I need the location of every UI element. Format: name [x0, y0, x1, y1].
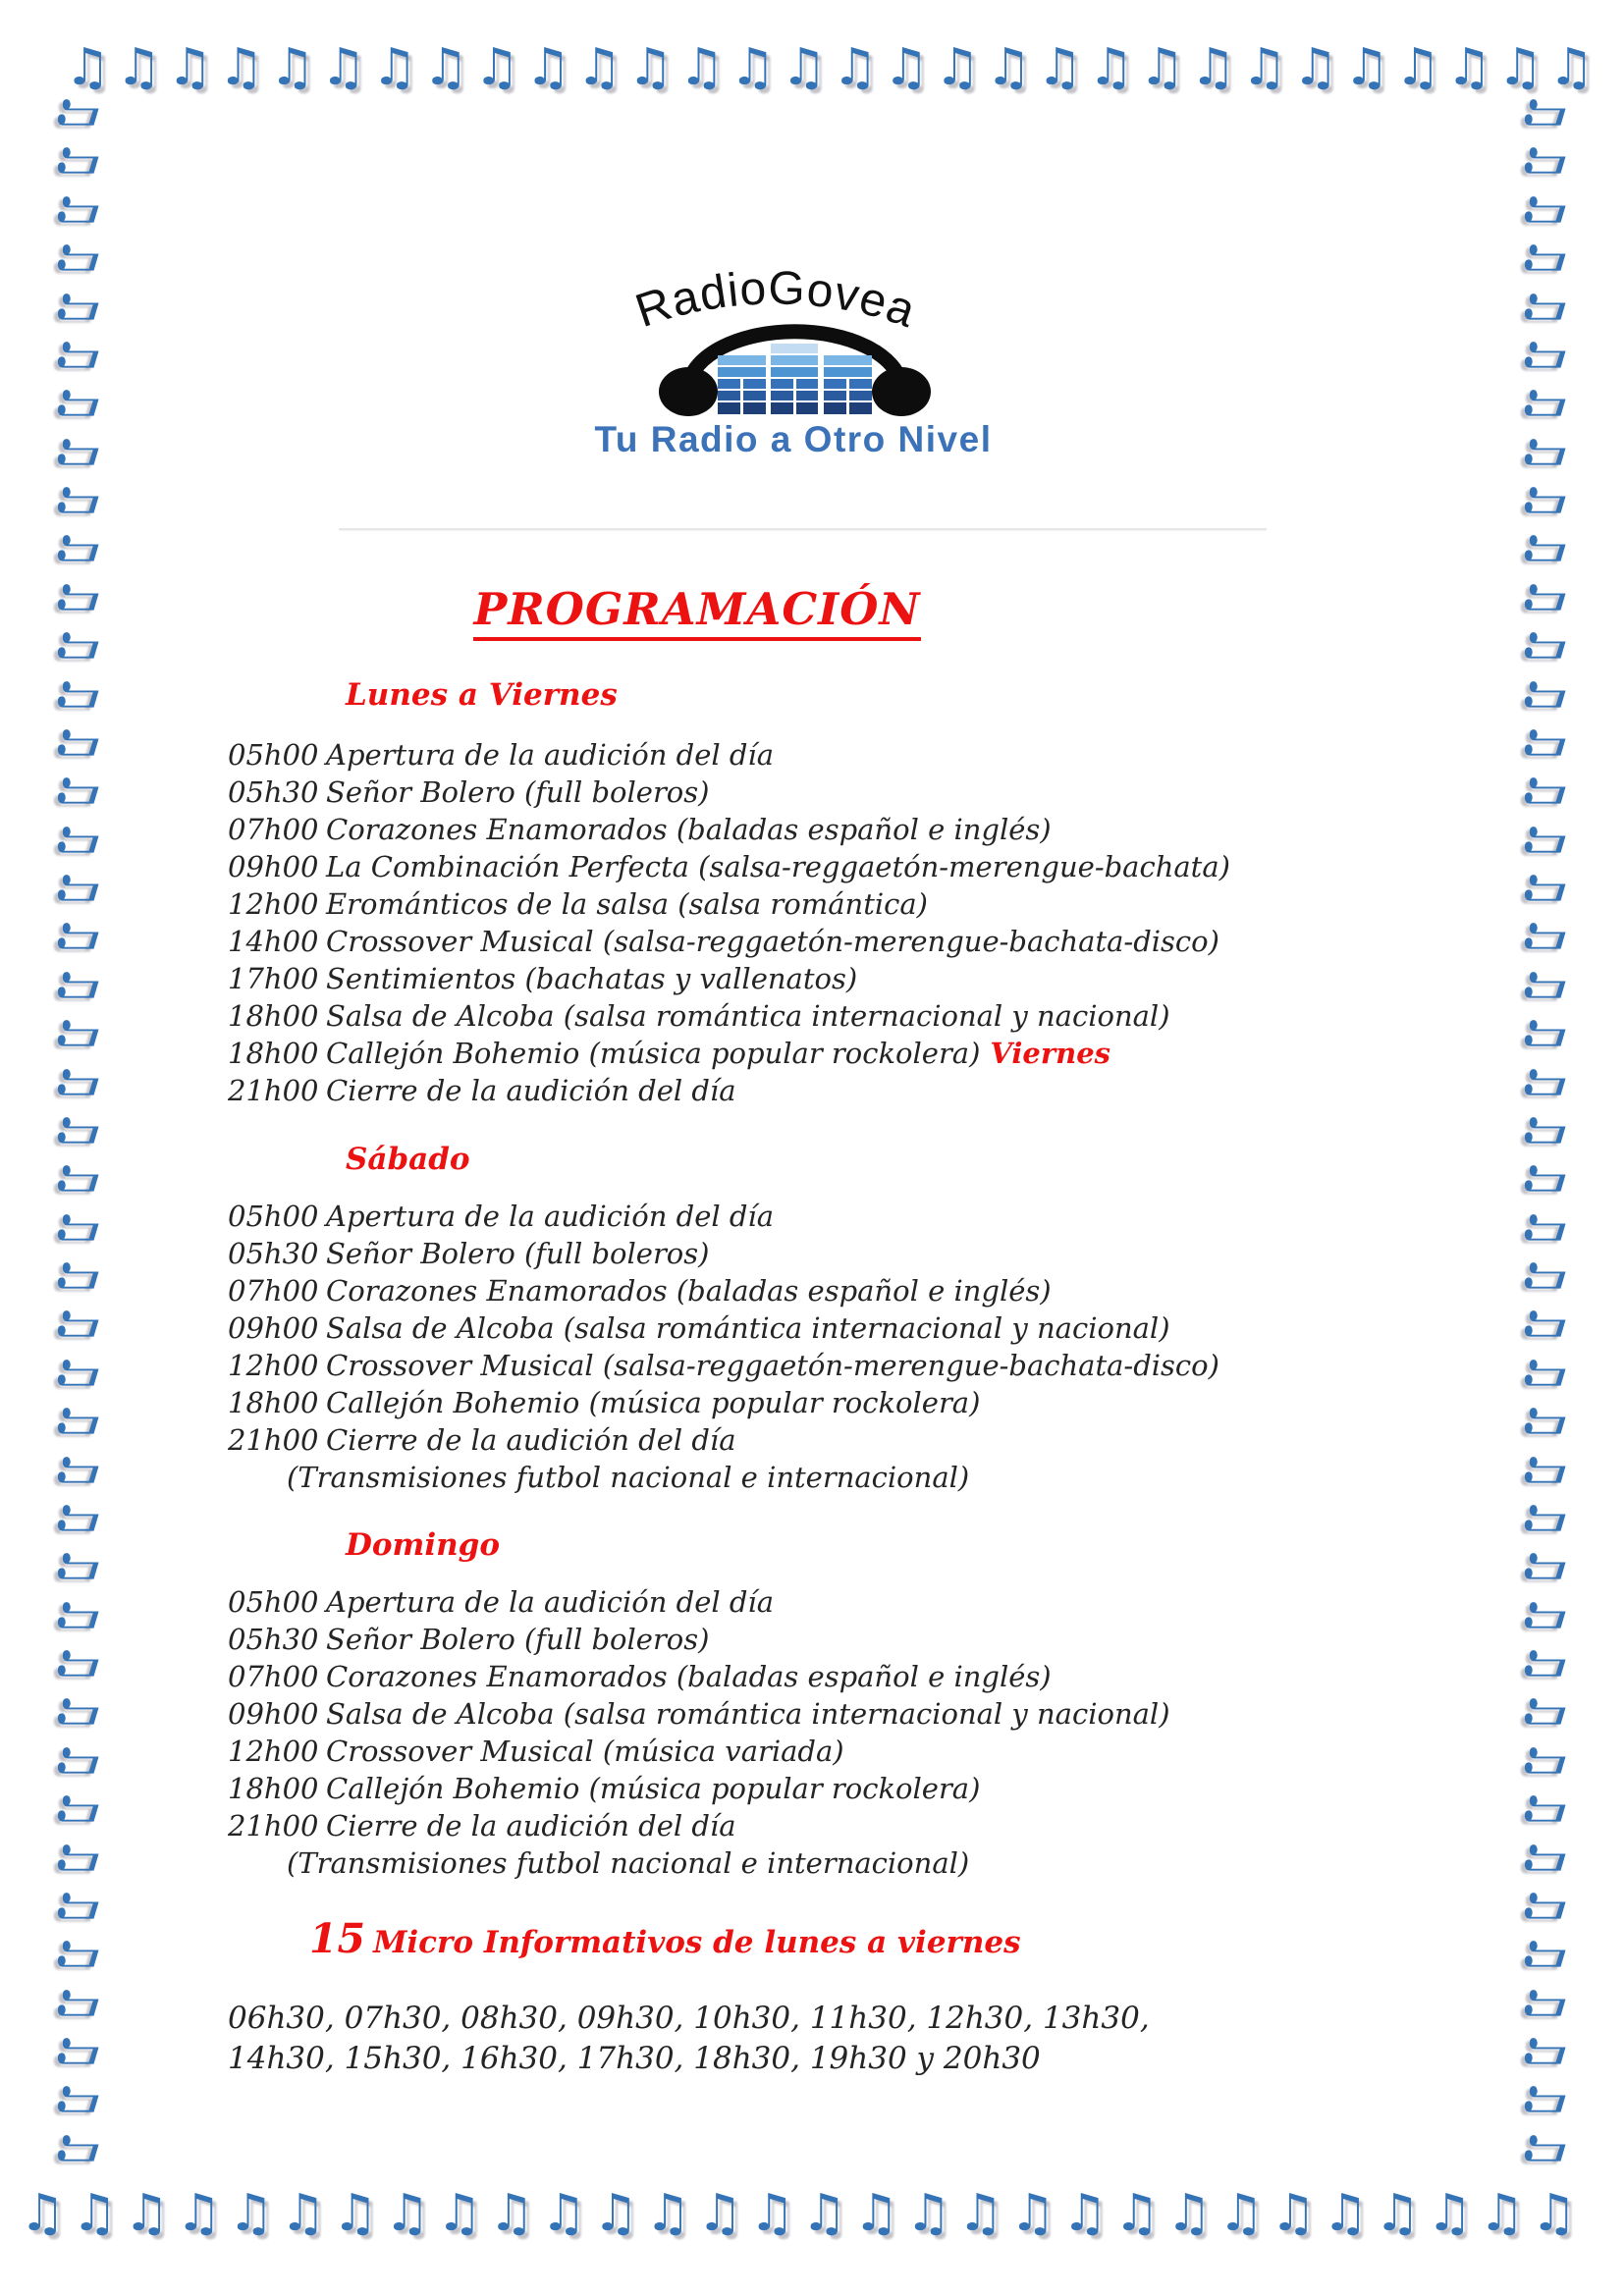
schedule-program: Corazones Enamorados (baladas español e inglés)	[326, 813, 1052, 846]
music-note-icon: ♫	[51, 429, 108, 474]
music-note-icon: ♫	[1518, 1350, 1575, 1395]
schedule-program: Señor Bolero (full boleros)	[326, 775, 710, 809]
music-note-icon: ♫	[1518, 866, 1575, 910]
section-footnote: (Transmisiones futbol nacional e internacional)	[287, 1461, 970, 1494]
micro-times-line: 06h30, 07h30, 08h30, 09h30, 10h30, 11h30, 12h30, 13h30,	[228, 2001, 1150, 2036]
music-note-icon: ♫	[51, 1447, 108, 1492]
schedule-row	[0, 885, 1375, 923]
schedule-program: Apertura de la audición del día	[326, 1200, 774, 1233]
music-note-icon: ♫	[853, 2184, 899, 2243]
music-note-icon: ♫	[905, 2184, 951, 2243]
music-note-icon: ♫	[65, 38, 111, 97]
logo-tagline: Tu Radio a Otro Nivel	[594, 419, 993, 459]
schedule-row	[0, 997, 1375, 1035]
schedule-domingo	[0, 1583, 1375, 1882]
schedule-row	[0, 1235, 1375, 1272]
music-note-icon: ♫	[1270, 2184, 1317, 2243]
music-note-icon: ♫	[51, 332, 108, 377]
section-heading-sabado: Sábado	[346, 1142, 470, 1177]
music-note-icon: ♫	[51, 1204, 108, 1250]
music-note-icon: ♫	[51, 1883, 108, 1928]
music-note-icon: ♫	[678, 38, 725, 97]
section-heading-lunes-a-viernes: Lunes a Viernes	[346, 677, 618, 713]
music-note-icon: ♫	[51, 1059, 108, 1104]
micro-informativos-times	[228, 1999, 1150, 2079]
schedule-program: Cierre de la audición del día	[326, 1809, 736, 1842]
schedule-row	[0, 1384, 1375, 1421]
music-note-border-top	[65, 33, 1595, 102]
music-note-icon: ♫	[51, 1254, 108, 1298]
music-note-icon: ♫	[1518, 1592, 1575, 1637]
music-note-icon: ♫	[1518, 1011, 1575, 1055]
schedule-program: Apertura de la audición del día	[326, 738, 774, 772]
schedule-time: 05h30	[228, 1237, 319, 1270]
music-note-icon: ♫	[1518, 720, 1575, 765]
music-note-icon: ♫	[592, 2184, 639, 2243]
music-note-icon: ♫	[1518, 817, 1575, 862]
music-note-icon: ♫	[51, 623, 108, 667]
schedule-program: Callejón Bohemio (música popular rockolera) Viernes	[326, 1037, 1111, 1070]
schedule-row	[0, 1770, 1375, 1807]
divider-line	[339, 528, 1267, 531]
schedule-time: 12h00	[228, 1735, 319, 1768]
music-note-icon: ♫	[51, 526, 108, 571]
music-note-icon: ♫	[228, 2184, 274, 2243]
music-note-icon: ♫	[1518, 1254, 1575, 1298]
music-note-icon: ♫	[422, 38, 469, 97]
schedule-time: 17h00	[228, 962, 319, 995]
music-note-icon: ♫	[51, 2029, 108, 2073]
music-note-icon: ♫	[51, 962, 108, 1007]
music-note-icon: ♫	[51, 769, 108, 814]
schedule-row	[0, 811, 1375, 848]
music-note-icon: ♫	[1427, 2184, 1473, 2243]
schedule-row	[0, 848, 1375, 885]
music-note-icon: ♫	[1518, 1059, 1575, 1104]
music-note-icon: ♫	[51, 1544, 108, 1589]
brand-arc-text: RadioGovea	[628, 262, 923, 339]
music-note-icon: ♫	[51, 1737, 108, 1783]
schedule-time: 09h00	[228, 850, 319, 883]
schedule-time: 18h00	[228, 1386, 319, 1419]
music-note-icon: ♫	[51, 671, 108, 717]
music-note-icon: ♫	[1518, 1980, 1575, 2025]
music-note-icon: ♫	[1518, 1737, 1575, 1783]
schedule-program: Corazones Enamorados (baladas español e inglés)	[326, 1660, 1052, 1693]
music-note-icon: ♫	[51, 866, 108, 910]
music-note-icon: ♫	[51, 90, 108, 134]
music-note-icon: ♫	[1518, 671, 1575, 717]
music-note-icon: ♫	[1343, 38, 1390, 97]
schedule-time: 05h30	[228, 775, 319, 809]
music-note-icon: ♫	[1061, 2184, 1109, 2243]
schedule-time: 05h30	[228, 1623, 319, 1656]
ear-cup-right-icon	[872, 367, 931, 416]
music-note-icon: ♫	[51, 187, 108, 232]
schedule-row	[0, 1807, 1375, 1844]
music-note-icon: ♫	[51, 914, 108, 959]
music-note-icon: ♫	[218, 38, 264, 97]
music-note-icon: ♫	[1518, 1787, 1575, 1831]
music-note-icon: ♫	[51, 1495, 108, 1540]
music-note-icon: ♫	[1531, 2184, 1577, 2243]
music-note-icon: ♫	[1113, 2184, 1161, 2243]
music-note-icon: ♫	[51, 478, 108, 522]
schedule-row	[0, 736, 1375, 774]
music-note-icon: ♫	[934, 38, 981, 97]
schedule-program: Callejón Bohemio (música popular rockolera)	[326, 1386, 981, 1419]
schedule-row	[0, 1421, 1375, 1459]
music-note-icon: ♫	[1518, 429, 1575, 474]
music-note-icon: ♫	[1445, 38, 1492, 97]
music-note-icon: ♫	[51, 1107, 108, 1152]
micro-label: Micro Informativos de lunes a viernes	[373, 1925, 1021, 1960]
schedule-lunes-a-viernes	[0, 736, 1375, 1109]
music-note-icon: ♫	[1518, 1204, 1575, 1250]
schedule-program: Cierre de la audición del día	[326, 1423, 736, 1457]
music-note-icon: ♫	[320, 38, 367, 97]
schedule-program: Salsa de Alcoba (salsa romántica internacional y nacional)	[326, 1311, 1170, 1345]
music-note-icon: ♫	[1518, 769, 1575, 814]
music-note-icon: ♫	[1518, 2029, 1575, 2073]
schedule-row	[0, 1272, 1375, 1309]
music-note-icon: ♫	[176, 2184, 222, 2243]
music-note-icon: ♫	[1518, 623, 1575, 667]
music-note-icon: ♫	[1518, 526, 1575, 571]
music-note-icon: ♫	[488, 2184, 535, 2243]
music-note-icon: ♫	[1518, 914, 1575, 959]
music-note-icon: ♫	[1241, 38, 1288, 97]
music-note-icon: ♫	[51, 817, 108, 862]
music-note-icon: ♫	[644, 2184, 691, 2243]
music-note-icon: ♫	[1518, 187, 1575, 232]
music-note-icon: ♫	[51, 2077, 108, 2122]
music-note-icon: ♫	[1375, 2184, 1421, 2243]
schedule-program: Crossover Musical (música variada)	[326, 1735, 844, 1768]
music-note-icon: ♫	[524, 38, 571, 97]
music-note-icon: ♫	[51, 1787, 108, 1831]
schedule-sabado	[0, 1198, 1375, 1496]
schedule-time: 18h00	[228, 1772, 319, 1805]
music-note-icon: ♫	[269, 38, 316, 97]
schedule-program: Erománticos de la salsa (salsa romántica)	[326, 887, 928, 921]
schedule-time: 09h00	[228, 1311, 319, 1345]
schedule-row	[0, 1309, 1375, 1347]
music-note-icon: ♫	[1088, 38, 1134, 97]
schedule-time: 12h00	[228, 887, 319, 921]
music-note-icon: ♫	[371, 38, 418, 97]
music-note-icon: ♫	[883, 38, 930, 97]
music-note-icon: ♫	[1139, 38, 1185, 97]
schedule-row	[0, 1072, 1375, 1109]
music-note-icon: ♫	[540, 2184, 587, 2243]
schedule-program: Salsa de Alcoba (salsa romántica internacional y nacional)	[326, 999, 1170, 1033]
schedule-time: 21h00	[228, 1809, 319, 1842]
schedule-time: 21h00	[228, 1074, 319, 1107]
music-note-icon: ♫	[124, 2184, 170, 2243]
music-note-icon: ♫	[1518, 236, 1575, 280]
music-note-icon: ♫	[1518, 1447, 1575, 1492]
page-title: PROGRAMACIÓN	[255, 583, 1139, 641]
music-note-icon: ♫	[1518, 1932, 1575, 1977]
schedule-time: 07h00	[228, 1274, 319, 1308]
music-note-icon: ♫	[1479, 2184, 1525, 2243]
schedule-time: 05h00	[228, 1200, 319, 1233]
music-note-icon: ♫	[730, 38, 777, 97]
schedule-row	[0, 923, 1375, 960]
music-note-icon: ♫	[697, 2184, 743, 2243]
schedule-row	[0, 1658, 1375, 1695]
music-note-icon: ♫	[51, 381, 108, 426]
music-note-icon: ♫	[384, 2184, 431, 2243]
music-note-icon: ♫	[1518, 1883, 1575, 1928]
micro-informativos-heading	[309, 1917, 1021, 1964]
music-note-icon: ♫	[1292, 38, 1339, 97]
music-note-icon: ♫	[51, 236, 108, 280]
schedule-time: 21h00	[228, 1423, 319, 1457]
music-note-icon: ♫	[985, 38, 1032, 97]
music-note-icon: ♫	[1518, 381, 1575, 426]
music-note-icon: ♫	[1518, 1835, 1575, 1880]
music-note-icon: ♫	[1165, 2184, 1213, 2243]
music-note-icon: ♫	[1518, 1302, 1575, 1347]
schedule-time: 05h00	[228, 1585, 319, 1619]
music-note-border-right	[1516, 90, 1577, 2179]
music-note-icon: ♫	[1518, 1689, 1575, 1735]
music-note-icon: ♫	[1518, 1641, 1575, 1685]
music-note-icon: ♫	[51, 574, 108, 619]
schedule-row	[0, 960, 1375, 997]
schedule-program: Apertura de la audición del día	[326, 1585, 774, 1619]
music-note-icon: ♫	[1518, 478, 1575, 522]
music-note-icon: ♫	[473, 38, 520, 97]
schedule-row	[0, 1695, 1375, 1733]
music-note-icon: ♫	[332, 2184, 379, 2243]
micro-times-line: 14h30, 15h30, 16h30, 17h30, 18h30, 19h30 y 20h30	[228, 2041, 1041, 2076]
music-note-icon: ♫	[1518, 574, 1575, 619]
ear-cup-left-icon	[659, 367, 718, 416]
schedule-row	[0, 1198, 1375, 1235]
schedule-program: Callejón Bohemio (música popular rockolera)	[326, 1772, 981, 1805]
music-note-icon: ♫	[51, 138, 108, 184]
schedule-program: Señor Bolero (full boleros)	[326, 1623, 710, 1656]
schedule-program-day-tag: Viernes	[990, 1037, 1111, 1070]
schedule-row	[0, 1583, 1375, 1621]
music-note-icon: ♫	[51, 1689, 108, 1735]
schedule-time: 18h00	[228, 1037, 319, 1070]
music-note-icon: ♫	[1190, 38, 1237, 97]
schedule-program: Sentimientos (bachatas y vallenatos)	[326, 962, 858, 995]
music-note-border-bottom	[20, 2179, 1577, 2248]
radio-govea-logo	[560, 247, 1021, 473]
music-note-icon: ♫	[1394, 38, 1441, 97]
music-note-icon: ♫	[1518, 1399, 1575, 1443]
music-note-icon: ♫	[576, 38, 623, 97]
music-note-icon: ♫	[51, 1399, 108, 1443]
music-note-icon: ♫	[1009, 2184, 1056, 2243]
music-note-icon: ♫	[51, 1011, 108, 1055]
music-note-icon: ♫	[280, 2184, 327, 2243]
music-note-icon: ♫	[51, 2125, 108, 2170]
music-note-icon: ♫	[1497, 38, 1543, 97]
music-note-icon: ♫	[1518, 1544, 1575, 1589]
music-note-icon: ♫	[116, 38, 162, 97]
equalizer-icon	[718, 344, 872, 414]
schedule-time: 18h00	[228, 999, 319, 1033]
music-note-icon: ♫	[51, 1980, 108, 2025]
music-note-icon: ♫	[1518, 138, 1575, 184]
section-heading-domingo: Domingo	[346, 1527, 501, 1563]
schedule-program: Salsa de Alcoba (salsa romántica internacional y nacional)	[326, 1697, 1170, 1731]
schedule-program: Cierre de la audición del día	[326, 1074, 736, 1107]
music-note-icon: ♫	[832, 38, 879, 97]
music-note-icon: ♫	[1518, 284, 1575, 329]
music-note-icon: ♫	[51, 1932, 108, 1977]
music-note-icon: ♫	[1518, 2077, 1575, 2122]
music-note-icon: ♫	[749, 2184, 795, 2243]
schedule-row	[0, 1621, 1375, 1658]
music-note-icon: ♫	[1518, 1495, 1575, 1540]
music-note-icon: ♫	[1548, 38, 1595, 97]
micro-count: 15	[309, 1915, 366, 1962]
music-note-icon: ♫	[436, 2184, 483, 2243]
music-note-icon: ♫	[51, 1592, 108, 1637]
schedule-program: Corazones Enamorados (baladas español e inglés)	[326, 1274, 1052, 1308]
schedule-time: 14h00	[228, 925, 319, 958]
music-note-icon: ♫	[1518, 90, 1575, 134]
music-note-icon: ♫	[1518, 1156, 1575, 1201]
music-note-icon: ♫	[51, 284, 108, 329]
music-note-icon: ♫	[957, 2184, 1004, 2243]
schedule-time: 07h00	[228, 813, 319, 846]
music-note-icon: ♫	[51, 1641, 108, 1685]
schedule-time: 05h00	[228, 738, 319, 772]
music-note-icon: ♫	[51, 1835, 108, 1880]
music-note-icon: ♫	[801, 2184, 847, 2243]
schedule-time: 09h00	[228, 1697, 319, 1731]
schedule-row	[0, 774, 1375, 811]
music-note-icon: ♫	[1518, 962, 1575, 1007]
music-note-icon: ♫	[1218, 2184, 1265, 2243]
music-note-icon: ♫	[1037, 38, 1083, 97]
music-note-icon: ♫	[1518, 2125, 1575, 2170]
music-note-icon: ♫	[72, 2184, 118, 2243]
section-footnote: (Transmisiones futbol nacional e internacional)	[287, 1846, 970, 1880]
logo-graphic	[560, 247, 1021, 473]
music-note-icon: ♫	[1518, 332, 1575, 377]
music-note-icon: ♫	[167, 38, 213, 97]
schedule-row	[0, 1035, 1375, 1072]
music-note-icon: ♫	[51, 1302, 108, 1347]
schedule-row	[0, 1347, 1375, 1384]
schedule-program: Señor Bolero (full boleros)	[326, 1237, 710, 1270]
schedule-time: 07h00	[228, 1660, 319, 1693]
schedule-program: Crossover Musical (salsa-reggaetón-merengue-bachata-disco)	[326, 1349, 1219, 1382]
schedule-program: La Combinación Perfecta (salsa-reggaetón-merengue-bachata)	[326, 850, 1230, 883]
music-note-icon: ♫	[51, 1350, 108, 1395]
music-note-icon: ♫	[51, 720, 108, 765]
music-note-icon: ♫	[627, 38, 674, 97]
music-note-icon: ♫	[51, 1156, 108, 1201]
music-note-icon: ♫	[20, 2184, 66, 2243]
schedule-time: 12h00	[228, 1349, 319, 1382]
music-note-icon: ♫	[1518, 1107, 1575, 1152]
music-note-icon: ♫	[1322, 2184, 1369, 2243]
schedule-program: Crossover Musical (salsa-reggaetón-merengue-bachata-disco)	[326, 925, 1219, 958]
music-note-icon: ♫	[781, 38, 828, 97]
schedule-row	[0, 1733, 1375, 1770]
